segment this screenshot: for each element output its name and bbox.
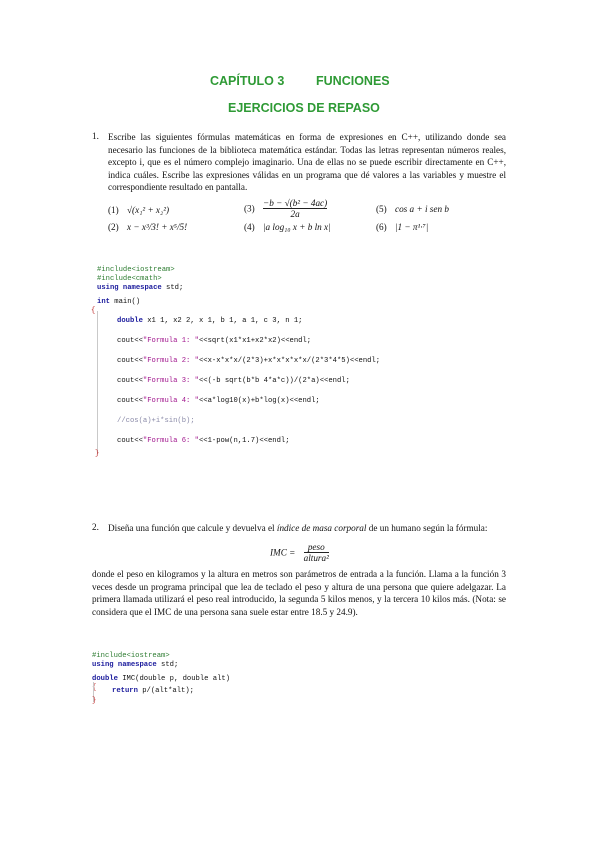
code-line bbox=[117, 337, 311, 346]
code-line: #include<cmath> bbox=[97, 275, 162, 283]
code-gutter-line bbox=[97, 311, 98, 454]
code-string: "Formula 1: " bbox=[142, 337, 199, 345]
formula-1-expr: √(x₁² + x₂²) bbox=[127, 205, 170, 215]
formula-2 bbox=[108, 222, 187, 232]
formula-3-label: (3) bbox=[244, 203, 255, 214]
code-line bbox=[117, 357, 380, 366]
code-keyword: int bbox=[97, 298, 110, 306]
code-line: #include<iostream> bbox=[97, 266, 175, 274]
code-open-brace: { bbox=[92, 684, 97, 692]
imc-denominator: altura² bbox=[303, 553, 329, 563]
formula-1 bbox=[108, 205, 169, 215]
code-close-brace: } bbox=[95, 450, 100, 458]
code-text: <<1-pow(n,1.7)<<endl; bbox=[198, 437, 290, 445]
code-text: cout<< bbox=[117, 437, 143, 445]
formula-6-label: (6) bbox=[376, 222, 387, 232]
exercise-1-number: 1. bbox=[92, 131, 99, 141]
code-line bbox=[117, 317, 302, 326]
formula-4-label: (4) bbox=[244, 222, 255, 232]
code-keyword: using namespace bbox=[97, 284, 162, 292]
code-text: cout<< bbox=[117, 337, 143, 345]
exercise-2-number: 2. bbox=[92, 522, 99, 532]
chapter-title: CAPÍTULO 3 bbox=[210, 74, 285, 88]
code-keyword: double bbox=[92, 675, 118, 683]
code-keyword: double bbox=[117, 317, 143, 325]
formula-5-expr: cos a + i sen b bbox=[395, 204, 449, 214]
formula-4 bbox=[244, 222, 331, 232]
code-text: x1 1, x2 2, x 1, b 1, a 1, c 3, n 1; bbox=[142, 317, 303, 325]
imc-numerator: peso bbox=[307, 542, 325, 552]
code-line bbox=[97, 284, 183, 293]
formula-2-expr: x − x³/3! + x⁵/5! bbox=[127, 222, 188, 232]
code-string: "Formula 4: " bbox=[142, 397, 199, 405]
formula-3-denominator: 2a bbox=[290, 209, 300, 219]
intro-text: Diseña una función que calcule y devuelva el bbox=[108, 523, 277, 533]
imc-label: IMC = bbox=[270, 547, 296, 558]
exercise-2-intro bbox=[108, 522, 506, 535]
formula-4-expr: |a log₁₀ x + b ln x| bbox=[263, 222, 331, 232]
code-close-brace: } bbox=[92, 697, 97, 705]
code-line bbox=[112, 687, 194, 696]
code-text: <<a*log10(x)+b*log(x)<<endl; bbox=[198, 397, 320, 405]
code-string: "Formula 2: " bbox=[142, 357, 199, 365]
formula-1-label: (1) bbox=[108, 205, 119, 215]
formula-3-fraction bbox=[263, 198, 327, 219]
code-block-1 bbox=[91, 257, 184, 325]
exercise-1-text: Escribe las siguientes fórmulas matemáticas en forma de expresiones en C++, utilizando donde sea necesario las funciones de la biblioteca matemática estándar. Todas las letras representan números reales, excepto i, que es el número complejo imaginario. Una de ellas no se puede escribir directamente en C++, indica cuáles. Escribe las expresiones válidas en un programa que dé valores a las variables y muestre el correspondiente resultado en pantalla. bbox=[108, 132, 506, 193]
code-text: p/(alt*alt); bbox=[137, 687, 194, 695]
formula-3-numerator: −b − √(b² − 4ac) bbox=[263, 198, 328, 208]
code-keyword: using namespace bbox=[92, 661, 157, 669]
formula-3 bbox=[244, 198, 327, 219]
code-line: #include<iostream> bbox=[92, 652, 170, 660]
code-text: IMC(double p, double alt) bbox=[117, 675, 231, 683]
code-text: cout<< bbox=[117, 377, 143, 385]
code-line bbox=[92, 661, 230, 670]
imc-fraction bbox=[304, 542, 329, 563]
code-line bbox=[117, 437, 290, 446]
intro-emphasis: índice de masa corporal bbox=[276, 523, 367, 533]
code-line bbox=[117, 397, 320, 406]
code-comment: //cos(a)+i*sin(b); bbox=[117, 417, 195, 425]
code-string: "Formula 3: " bbox=[142, 377, 199, 385]
code-text: cout<< bbox=[117, 357, 143, 365]
code-keyword: return bbox=[112, 687, 138, 695]
exercise-2-text: donde el peso en kilogramos y la altura en metros son parámetros de entrada a la función. Llama a la función 3 veces desde un programa principal que lea de teclado el peso y altura de una persona que quiere adelgazar. La primera llamada utilizará el peso real introducido, la segunda 5 kilos menos, y la tercera 10 kilos más. (Nota: se considera que el IMC de una persona sana suele estar entre 18.5 y 24.9). bbox=[92, 569, 506, 617]
code-text: <<x-x*x*x/(2*3)+x*x*x*x*x/(2*3*4*5)<<endl; bbox=[198, 357, 381, 365]
code-line bbox=[92, 675, 230, 684]
code-text: <<(-b sqrt(b*b 4*a*c))/(2*a)<<endl; bbox=[198, 377, 350, 385]
formula-6-expr: |1 − π¹·⁷| bbox=[395, 222, 429, 232]
code-text: cout<< bbox=[117, 397, 143, 405]
formula-6 bbox=[376, 222, 428, 232]
code-string: "Formula 6: " bbox=[142, 437, 199, 445]
code-text: main() bbox=[109, 298, 141, 306]
section-subtitle: EJERCICIOS DE REPASO bbox=[228, 101, 380, 115]
code-open-brace: { bbox=[91, 307, 96, 315]
formula-5-label: (5) bbox=[376, 204, 387, 214]
code-line bbox=[117, 377, 350, 386]
code-text: <<sqrt(x1*x1+x2*x2)<<endl; bbox=[198, 337, 312, 345]
code-text: std; bbox=[161, 284, 184, 292]
code-line bbox=[97, 298, 183, 307]
formula-2-label: (2) bbox=[108, 222, 119, 232]
imc-formula bbox=[270, 542, 329, 563]
chapter-topic: FUNCIONES bbox=[316, 74, 390, 88]
intro-text: de un humano según la fórmula: bbox=[366, 523, 488, 533]
code-text: std; bbox=[156, 661, 179, 669]
formula-5 bbox=[376, 204, 449, 214]
